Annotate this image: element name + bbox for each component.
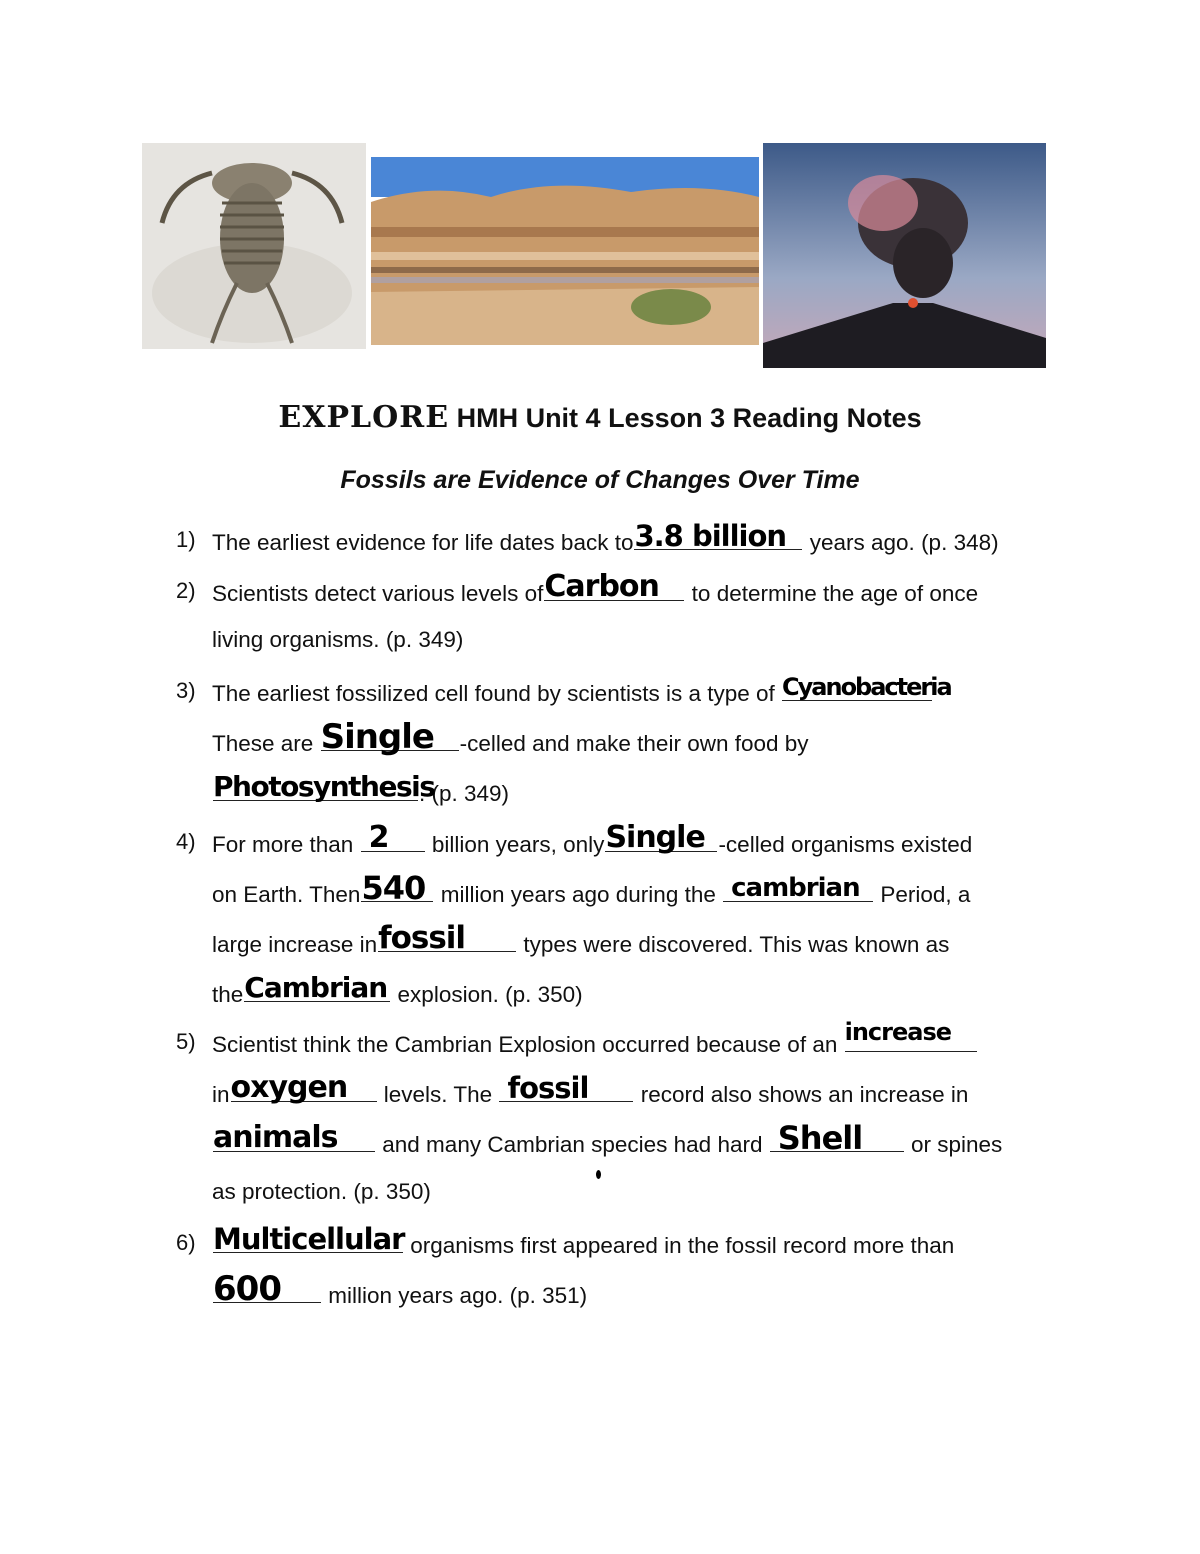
q4-line-2 <box>212 869 971 910</box>
q4-text-c: -celled organisms existed <box>718 832 973 857</box>
q6-answer-2: 600 <box>213 1269 281 1309</box>
page-subtitle: Fossils are Evidence of Changes Over Time <box>340 466 860 494</box>
q2-blank[interactable] <box>544 569 684 604</box>
q5-number: 5) <box>176 1029 196 1054</box>
q5-line-4: as protection. (p. 350) <box>212 1179 431 1204</box>
q4-blank-6[interactable] <box>244 971 390 1004</box>
q4-blank-2[interactable] <box>605 820 717 855</box>
q1-text-b: years ago. (p. 348) <box>809 530 999 555</box>
q6-blank-1[interactable] <box>213 1222 405 1256</box>
q4-text-i: the <box>212 982 244 1007</box>
q6-answer-1: Multicellular <box>213 1222 405 1256</box>
q4-text-b: billion years, only <box>431 832 605 857</box>
q5-answer-4: animals <box>213 1120 338 1155</box>
q5-blank-1[interactable] <box>844 1018 977 1052</box>
q1-number: 1) <box>176 527 196 552</box>
page-title <box>0 400 1200 435</box>
q5-line-3 <box>212 1119 1003 1160</box>
q6-blank-2[interactable] <box>213 1269 321 1309</box>
q3-line-2 <box>212 717 809 759</box>
q4-number: 4) <box>176 829 196 854</box>
q2-line-2: living organisms. (p. 349) <box>212 627 464 652</box>
q2-number: 2) <box>176 578 196 603</box>
q5-answer-5: Shell <box>777 1119 863 1157</box>
q5-text-b: in <box>212 1082 230 1107</box>
q3-blank-2[interactable] <box>320 717 459 757</box>
q6-number: 6) <box>176 1230 196 1255</box>
q1-line <box>212 519 999 558</box>
q4-answer-5: fossil <box>378 920 466 956</box>
explore-heading: EXPLORE <box>278 400 450 435</box>
q1-blank[interactable] <box>634 519 802 553</box>
q5-text-f: or spines <box>911 1132 1003 1157</box>
q4-blank-1[interactable] <box>361 820 425 855</box>
q4-text-e: million years ago during the <box>440 882 716 907</box>
q2-text-a: Scientists detect various levels of <box>212 581 544 606</box>
rock-layers-photo <box>371 157 759 345</box>
q6-line-2 <box>212 1269 588 1311</box>
q2-line <box>212 569 979 609</box>
q4-text-a: For more than <box>212 832 354 857</box>
q3-answer-3: Photosynthesis <box>213 770 435 803</box>
q6-text-b: million years ago. (p. 351) <box>328 1283 588 1308</box>
q5-line <box>212 1018 978 1060</box>
q5-text-c: levels. The <box>383 1082 493 1107</box>
q3-text-a: The earliest fossilized cell found by scientists is a type of <box>212 681 775 706</box>
q1-answer: 3.8 billion <box>634 519 787 553</box>
q4-text-h: types were discovered. This was known as <box>523 932 950 957</box>
q3-blank-3[interactable] <box>213 770 435 803</box>
q3-line-3 <box>212 770 510 809</box>
q1-text-a: The earliest evidence for life dates back to <box>212 530 634 555</box>
q4-answer-4: cambrian <box>731 873 860 903</box>
q5-blank-5[interactable] <box>770 1119 904 1157</box>
title-text: HMH Unit 4 Lesson 3 Reading Notes <box>449 403 922 433</box>
q4-text-j: explosion. (p. 350) <box>397 982 583 1007</box>
q5-line-2 <box>212 1070 969 1110</box>
q4-answer-6: Cambrian <box>244 971 388 1004</box>
q5-answer-2: oxygen <box>230 1070 348 1105</box>
q6-line <box>212 1222 955 1261</box>
volcano-photo <box>763 143 1046 368</box>
q4-answer-3: 540 <box>361 869 426 907</box>
q4-line-3 <box>212 920 950 960</box>
q5-answer-1: increase <box>844 1018 952 1046</box>
q6-text-a: organisms first appeared in the fossil record more than <box>410 1233 955 1258</box>
q5-text-a: Scientist think the Cambrian Explosion occurred because of an <box>212 1032 838 1057</box>
q2-answer: Carbon <box>544 569 659 604</box>
q4-answer-1: 2 <box>368 820 389 855</box>
q4-text-d: on Earth. Then <box>212 882 361 907</box>
q3-text-b: These are <box>212 731 314 756</box>
q4-text-g: large increase in <box>212 932 378 957</box>
q5-blank-4[interactable] <box>213 1120 375 1155</box>
q3-answer-2: Single <box>320 717 434 757</box>
q3-line <box>212 673 951 709</box>
trilobite-photo <box>142 143 366 349</box>
q2-text-b: to determine the age of once <box>691 581 979 606</box>
q4-text-f: Period, a <box>880 882 971 907</box>
q3-blank-1[interactable] <box>782 673 951 701</box>
q3-text-c: -celled and make their own food by <box>459 731 809 756</box>
q5-text-e: and many Cambrian species had hard <box>382 1132 763 1157</box>
ink-dot <box>596 1170 601 1179</box>
q3-number: 3) <box>176 678 196 703</box>
q5-blank-2[interactable] <box>230 1070 377 1105</box>
q5-blank-3[interactable] <box>499 1071 633 1105</box>
q4-answer-2: Single <box>605 820 705 855</box>
q4-blank-3[interactable] <box>361 869 433 907</box>
q5-text-d: record also shows an increase in <box>640 1082 969 1107</box>
q4-blank-5[interactable] <box>378 920 516 956</box>
q3-answer-1: Cyanobacteria <box>782 673 951 701</box>
q4-blank-4[interactable] <box>723 873 873 903</box>
q5-answer-3: fossil <box>507 1071 589 1105</box>
q4-line <box>212 820 973 860</box>
q4-line-4 <box>212 971 583 1010</box>
q3-text-d: . (p. 349) <box>419 781 510 806</box>
